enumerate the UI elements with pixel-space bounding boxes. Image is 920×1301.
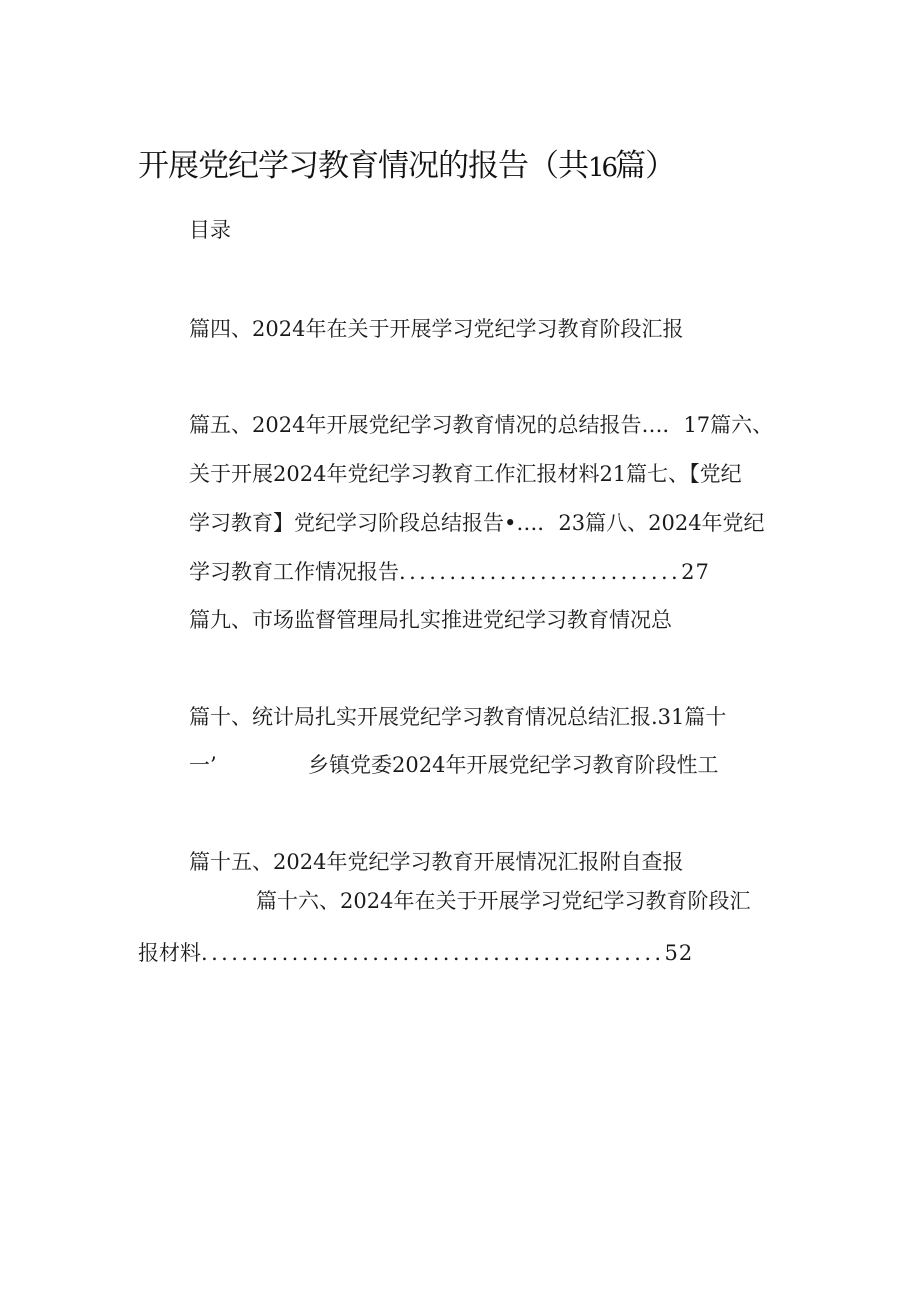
toc-line-2: 篇五、2024年开展党纪学习教育情况的总结报告…．17篇六、 <box>189 413 774 437</box>
toc-line-5-leader: ............................ <box>399 560 682 584</box>
toc-line-5 <box>189 556 710 586</box>
toc-line-8-start: 一’ <box>189 753 217 777</box>
toc-line-3: 关于开展2024年党纪学习教育工作汇报材料21篇七、【党纪 <box>189 462 742 486</box>
toc-line-10: 篇十六、2024年在关于开展学习党纪学习教育阶段汇 <box>256 889 751 913</box>
toc-line-11-page: 52 <box>664 941 694 965</box>
toc-line-9: 篇十五、2024年党纪学习教育开展情况汇报附自查报 <box>189 850 684 874</box>
toc-heading: 目录 <box>189 218 231 242</box>
toc-line-5-page: 27 <box>681 560 710 584</box>
document-title <box>138 140 675 185</box>
toc-line-11-text: 报材料 <box>138 941 201 965</box>
toc-line-8-text: 乡镇党委2024年开展党纪学习教育阶段性工 <box>308 753 719 777</box>
title-main-text: 开展党纪学习教育情况的报告（共 <box>138 148 588 184</box>
title-end-text: 篇） <box>615 148 676 184</box>
title-count: 16 <box>588 153 616 183</box>
toc-line-1: 篇四、2024年在关于开展学习党纪学习教育阶段汇报 <box>189 317 684 341</box>
toc-line-6: 篇九、市场监督管理局扎实推进党纪学习教育情况总 <box>189 608 672 632</box>
toc-line-11-leader: .............................................. <box>201 941 665 965</box>
toc-line-4: 学习教育】党纪学习阶段总结报告•…．23篇八、2024年党纪 <box>189 511 765 535</box>
toc-line-5-text: 学习教育工作情况报告 <box>189 560 399 584</box>
toc-line-7: 篇十、统计局扎实开展党纪学习教育情况总结汇报.31篇十 <box>189 705 727 729</box>
toc-line-11 <box>138 937 693 967</box>
